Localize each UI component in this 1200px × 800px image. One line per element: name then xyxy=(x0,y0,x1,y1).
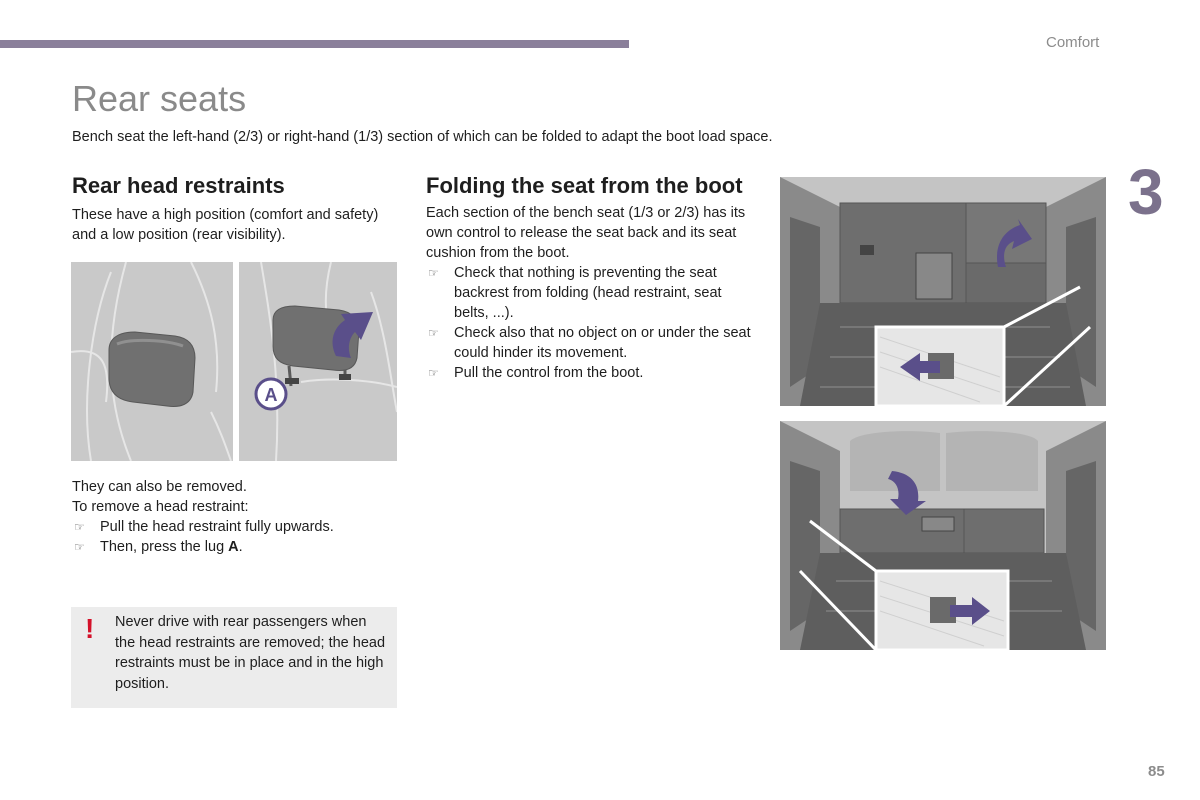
page-number: 85 xyxy=(1148,763,1165,780)
removal-intro-1: They can also be removed. xyxy=(72,479,247,495)
head-restraint-figure xyxy=(71,262,397,461)
pointing-hand-icon: ☞ xyxy=(74,520,85,534)
head-restraints-heading: Rear head restraints xyxy=(72,173,285,198)
pointing-hand-icon: ☞ xyxy=(428,366,439,380)
list-item: ☞ Check that nothing is preventing the seat backrest from folding (head restraint, seat belts, ...). xyxy=(428,265,722,321)
removal-steps xyxy=(72,517,402,557)
head-restraints-description: These have a high position (comfort and safety) and a low position (rear visibility). xyxy=(72,207,379,243)
list-item: ☞ Pull the control from the boot. xyxy=(428,365,644,381)
head-restraints-section xyxy=(72,174,402,245)
lug-a-label: A xyxy=(264,385,278,405)
removal-intro-2: To remove a head restraint: xyxy=(72,499,249,515)
folding-description: Each section of the bench seat (1/3 or 2/3) has its own control to release the seat back and its seat cushion from the boot. xyxy=(426,205,746,261)
list-item: ☞ Then, press the lug A. xyxy=(74,539,243,555)
head-restraint-removal xyxy=(72,477,402,557)
warning-icon: ! xyxy=(85,613,95,644)
pointing-hand-icon: ☞ xyxy=(74,540,85,554)
page-title: Rear seats xyxy=(72,78,247,119)
chapter-number: 3 xyxy=(1128,156,1164,228)
boot-figure-backrest xyxy=(780,177,1106,406)
page-intro: Bench seat the left-hand (2/3) or right-hand (1/3) section of which can be folded to adapt the boot load space. xyxy=(72,129,773,145)
folding-section xyxy=(426,174,756,383)
pointing-hand-icon: ☞ xyxy=(428,326,439,340)
list-item: ☞ Pull the head restraint fully upwards. xyxy=(74,519,334,535)
list-item: ☞ Check also that no object on or under the seat could hinder its movement. xyxy=(428,325,751,361)
pointing-hand-icon: ☞ xyxy=(428,266,439,280)
lug-reference: A xyxy=(228,539,239,555)
boot-figure-cushion xyxy=(780,421,1106,650)
folding-heading: Folding the seat from the boot xyxy=(426,173,743,198)
warning-text: Never drive with rear passengers when the head restraints are removed; the head restraints must be in place and in the high position. xyxy=(115,614,386,692)
warning-box xyxy=(71,607,397,708)
folding-steps xyxy=(426,263,756,383)
section-name: Comfort xyxy=(1046,34,1100,51)
header-accent-bar xyxy=(0,40,629,48)
